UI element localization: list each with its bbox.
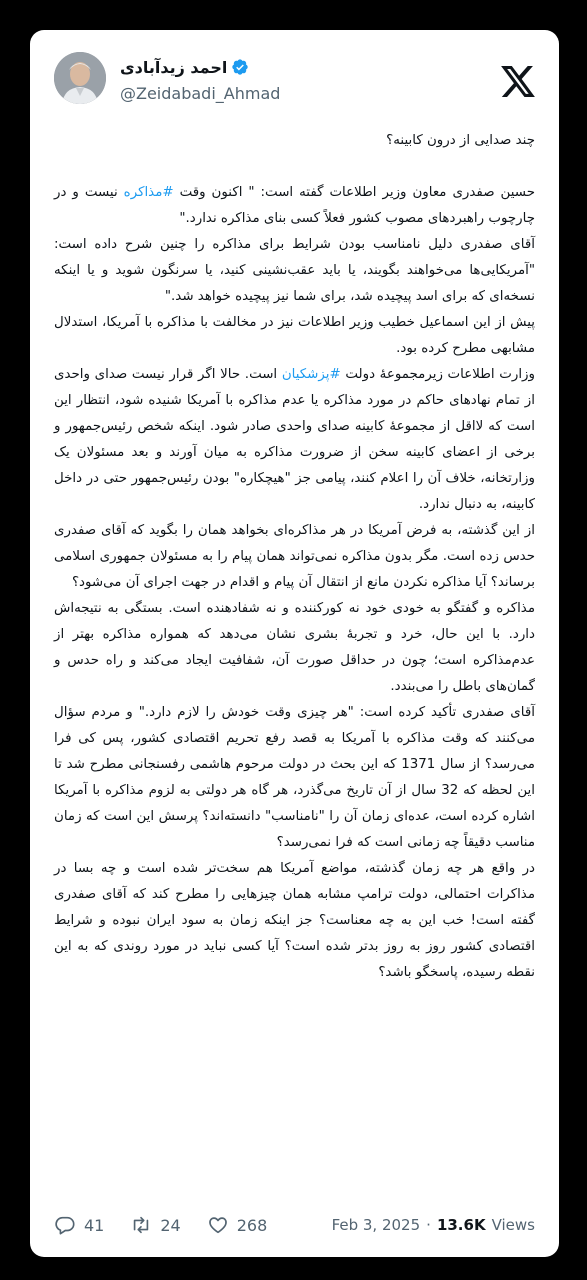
- tweet-paragraph-8: در واقع هر چه زمان گذشته، مواضع آمریکا هم سخت‌تر شده است و چه بسا در مذاکرات احتمالی، دولت ترامپ مشابه همان چیزهایی را مطرح کند که آقای صفدری گفته است! خب این به چه معناست؟ جز اینکه زمان به سود ایران نبوده و شرایط اقتصادی کشور روز به روز بدتر شده است؟ آیا کسی نباید در مورد روندی که به این نقطه رسیده، پاسخگو باشد؟: [54, 861, 535, 980]
- author-display-name[interactable]: احمد زیدآبادی: [120, 57, 228, 77]
- paragraph-text: حسین صفدری معاون وزیر اطلاعات گفته است: " اکنون وقت: [173, 185, 536, 200]
- paragraph-text: است. حالا اگر قرار نیست صدای واحدی از تمام نهادهای حاکم در مورد مذاکره یا عدم مذاکره با آمریکا شنیده شود، انتظار این است که لااقل از مجموعهٔ کابینه صدای واحدی صادر شود. اینکه شخص رئیس‌جمهور و برخی از اعضای کابینه سخن از ضرورت مذاکره به میان آورند و بعد مسئولان یک وزارتخانه، خلاف آن را اعلام کنند، پیامی جز "هیچکاره" بودن رئیس‌جمهور حتی در داخل کابینه، به دنبال ندارد.: [54, 367, 535, 512]
- reply-bubble-icon: [54, 1214, 76, 1236]
- tweet-card: [30, 30, 559, 1257]
- reply-button[interactable]: [54, 1214, 104, 1236]
- hashtag-link[interactable]: #مذاکره: [123, 185, 174, 200]
- x-logo-icon[interactable]: [501, 66, 535, 97]
- tweet-paragraph-2: آقای صفدری دلیل نامناسب بودن شرایط برای مذاکره را چنین شرح داده است: "آمریکایی‌ها می‌خواهند بگویند، یا باید عقب‌نشینی کنید، یا سرنگون شوید و یا اینکه نسخه‌ای که برای اسد پیچیده شد، برای شما نیز پیچیده خواهد شد.": [54, 237, 535, 304]
- tweet-paragraph-4: [54, 362, 535, 518]
- tweet-paragraph-1: [54, 180, 535, 232]
- tweet-paragraph-6: مذاکره و گفتگو به خودی خود نه کورکننده و نه شفادهنده است. بستگی به نتیجه‌اش دارد. با این حال، خرد و تجربهٔ بشری نشان می‌دهد که همواره مذاکره بهتر از عدم‌مذاکره است؛ چون در حداقل صورت آن، شفافیت ایجاد می‌کند و راه حدس و گمان‌های باطل را می‌بندد.: [54, 601, 535, 694]
- verified-badge-icon: [231, 58, 249, 76]
- like-button[interactable]: [207, 1214, 268, 1236]
- author-avatar[interactable]: [54, 52, 106, 104]
- tweet-paragraph-7: آقای صفدری تأکید کرده است: "هر چیزی وقت خودش را لازم دارد." و مردم سؤال می‌کنند که وقت مذاکره با آمریکا به قصد رفع تحریم اقتصادی کشور، پس کی فرا می‌رسد؟ از سال 1371 که این بحث در دولت مرحوم هاشمی رفسنجانی مطرح شد تا این لحظه که 32 سال از آن تاریخ می‌گذرد، هر گاه هر دولتی به لزوم مذاکره با آمریکا اشاره کرده است، عده‌ای زمان آن را "نامناسب" دانسته‌اند؟ پرسش این است که زمان مناسب دقیقاً چه زمانی است که فرا نمی‌رسد؟: [54, 705, 535, 850]
- reply-count: 41: [84, 1215, 105, 1235]
- paragraph-text: وزارت اطلاعات زیرمجموعهٔ دولت: [340, 367, 535, 382]
- avatar-portrait-icon: [54, 52, 106, 104]
- tweet-text: [54, 128, 535, 986]
- tweet-footer: [30, 1210, 559, 1240]
- repost-count: 24: [160, 1215, 181, 1235]
- tweet-paragraph-3: پیش از این اسماعیل خطیب وزیر اطلاعات نیز در مخالفت با مذاکره با آمریکا، استدلال مشابهی مطرح کرده بود.: [54, 315, 535, 356]
- tweet-paragraph-5: از این گذشته، به فرض آمریکا در هر مذاکره‌ای بخواهد همان را بگوید که آقای صفدری حدس زده است. مگر بدون مذاکره نمی‌تواند همان پیام را به مسئولان جمهوری اسلامی برساند؟ آیا مذاکره نکردن مانع از انتقال آن پیام و اقدام در جهت اجرای آن می‌شود؟: [54, 523, 535, 590]
- views-count: 13.6K: [436, 1216, 486, 1234]
- meta-separator: ·: [426, 1216, 431, 1234]
- views-label: Views: [491, 1216, 535, 1234]
- author-name-row[interactable]: [120, 56, 249, 78]
- author-handle[interactable]: @Zeidabadi_Ahmad: [120, 84, 281, 103]
- like-count: 268: [236, 1215, 268, 1235]
- hashtag-link[interactable]: #پزشکیان: [281, 367, 341, 382]
- tweet-header: [30, 30, 559, 130]
- paragraph-text: نیست و در چارچوب راهبردهای مصوب کشور فعلاً کسی بنای مذاکره ندارد.": [54, 185, 535, 226]
- tweet-meta: [332, 1216, 535, 1234]
- repost-arrows-icon: [130, 1214, 152, 1236]
- tweet-date[interactable]: Feb 3, 2025: [331, 1216, 421, 1234]
- heart-icon: [207, 1214, 229, 1236]
- repost-button[interactable]: [130, 1214, 180, 1236]
- tweet-title: چند صدایی از درون کابینه؟: [386, 133, 535, 148]
